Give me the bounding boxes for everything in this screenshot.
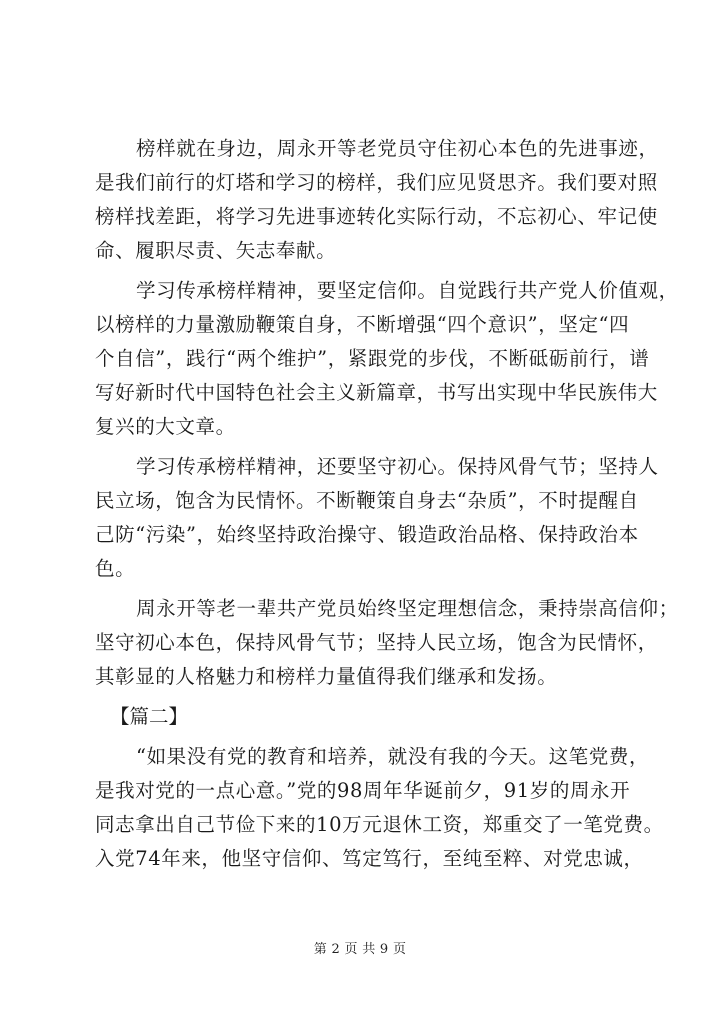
text-line: 复兴的大文章。 xyxy=(95,415,236,438)
paragraph-1 xyxy=(95,132,659,268)
text-line: “如果没有党的教育和培养，就没有我的今天。这笔党费， xyxy=(136,745,650,768)
text-line: 民立场，饱含为民情怀。不断鞭策自身去“杂质”，不时提醒自 xyxy=(95,489,639,512)
text-line: 色。 xyxy=(95,557,136,580)
text-line: 榜样就在身边，周永开等老党员守住初心本色的先进事迹， xyxy=(136,137,659,160)
paragraph-5 xyxy=(95,740,664,876)
text-line: 是我对党的一点心意。”党的98周年华诞前夕，91岁的周永开 xyxy=(95,779,631,802)
text-line: 学习传承榜样精神，要坚定信仰。自觉践行共产党人价值观， xyxy=(136,279,679,302)
text-line: 写好新时代中国特色社会主义新篇章，书写出实现中华民族伟大 xyxy=(95,381,658,404)
text-line: 其彰显的人格魅力和榜样力量值得我们继承和发扬。 xyxy=(95,665,558,688)
page-number-footer: 第 2 页 共 9 页 xyxy=(313,942,407,957)
text-line: 己防“污染”，始终坚持政治操守、锻造政治品格、保持政治本 xyxy=(95,523,639,546)
text-line: 命、履职尽责、矢志奉献。 xyxy=(95,239,337,262)
text-line: 学习传承榜样精神，还要坚守初心。保持风骨气节；坚持人 xyxy=(136,455,659,478)
text-line: 个自信”，践行“两个维护”，紧跟党的步伐，不断砥砺前行，谱 xyxy=(95,347,650,370)
paragraph-2 xyxy=(95,274,679,444)
text-line: 同志拿出自己节俭下来的10万元退休工资，郑重交了一笔党费。 xyxy=(95,813,664,836)
text-line: 榜样找差距，将学习先进事迹转化实际行动，不忘初心、牢记使 xyxy=(95,205,658,228)
paragraph-3 xyxy=(95,450,659,586)
paragraph-4 xyxy=(95,592,679,694)
text-line: 以榜样的力量激励鞭策自身，不断增强“四个意识”，坚定“四 xyxy=(95,313,630,336)
text-line: 是我们前行的灯塔和学习的榜样，我们应见贤思齐。我们要对照 xyxy=(95,171,658,194)
text-line: 入党74年来，他坚守信仰、笃定笃行，至纯至粹、对党忠诚， xyxy=(95,847,644,870)
text-line: 周永开等老一辈共产党员始终坚定理想信念，秉持崇高信仰； xyxy=(136,597,679,620)
document-body xyxy=(95,132,679,882)
text-line: 坚守初心本色，保持风骨气节；坚持人民立场，饱含为民情怀， xyxy=(95,631,658,654)
section-heading: 【篇二】 xyxy=(110,705,189,728)
